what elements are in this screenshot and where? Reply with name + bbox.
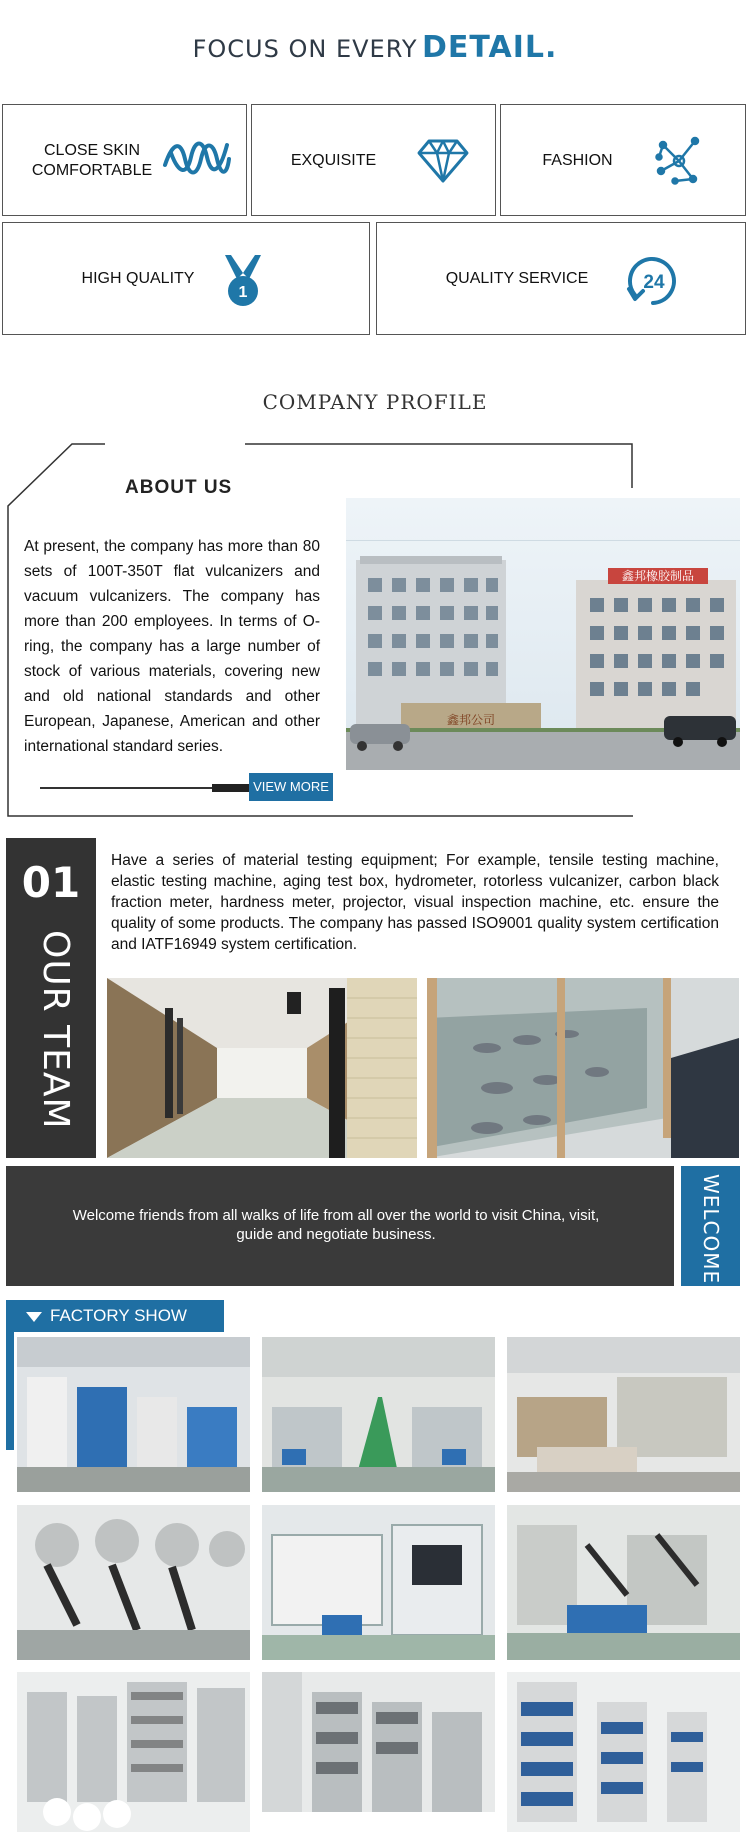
feature-label: QUALITY SERVICE: [445, 270, 589, 287]
24h-icon: [625, 253, 681, 309]
factory-photo: [507, 1672, 740, 1832]
feature-fashion: [500, 104, 746, 216]
factory-photo: [262, 1505, 495, 1660]
feature-close-skin: [2, 104, 247, 216]
feature-high-quality: [2, 222, 370, 335]
factory-photo: [262, 1672, 495, 1832]
team-sidebar: [6, 838, 96, 1158]
medal-icon: [221, 253, 265, 309]
headline-prefix: FOCUS ON EVERY: [192, 35, 418, 63]
factory-photo: [17, 1672, 250, 1832]
team-number: 01: [21, 858, 81, 907]
headline-emphasis: DETAIL.: [421, 30, 558, 65]
factory-show-title: FACTORY SHOW: [50, 1306, 187, 1325]
company-profile-title: COMPANY PROFILE: [262, 390, 488, 414]
team-text: Have a series of material testing equipment; For example, tensile testing machine, elastic testing machine, aging test box, hydrometer, rotorless vulcanizer, carbon black fraction meter, hardness meter, projector, visual inspection machine, etc. ensure the quality of some products. The company has passed ISO9001 quality system certification and IATF16949 system certification.: [111, 852, 719, 953]
welcome-banner: [6, 1166, 674, 1286]
welcome-side: [681, 1166, 740, 1286]
triangle-down-icon: [26, 1312, 42, 1322]
feature-label: EXQUISITE: [290, 152, 377, 169]
factory-photo: [17, 1505, 250, 1660]
factory-photo: [17, 1337, 250, 1492]
factory-photo: [507, 1505, 740, 1660]
svg-text:24: 24: [643, 272, 665, 293]
about-us-title: ABOUT US: [125, 477, 233, 498]
welcome-text: Welcome friends from all walks of life from all over the world to visit China, visit, guide and negotiate business.: [72, 1207, 600, 1243]
feature-exquisite: [251, 104, 496, 216]
diamond-icon: [417, 137, 469, 185]
feature-label: FASHION: [542, 152, 613, 169]
company-building-photo: [346, 498, 740, 790]
factory-photo: [507, 1337, 740, 1492]
svg-text:1: 1: [238, 284, 248, 301]
team-label: OUR TEAM: [35, 930, 76, 1130]
wave-icon: [161, 135, 233, 183]
feature-label: HIGH QUALITY: [81, 270, 195, 287]
lab-cabinet-photo: [427, 978, 739, 1158]
view-more-button[interactable]: VIEW MORE: [249, 773, 333, 801]
factory-photo: [262, 1337, 495, 1492]
building-sign: 鑫邦橡胶制品: [621, 569, 695, 583]
about-us-text: At present, the company has more than 80 sets of 100T-350T flat vulcanizers and vacuum vulcanizers. The company has more than 200 employees. In terms of O-ring, the company has a large number of stock of various materials, covering new and old national standards and other European, Japanese, American and other international standard series.: [24, 538, 320, 755]
factory-show-tab: [6, 1300, 224, 1332]
gate-sign: 鑫邦公司: [446, 713, 496, 727]
feature-quality-service: [376, 222, 746, 335]
network-icon: [653, 135, 705, 187]
feature-label: CLOSE SKIN COMFORTABLE: [31, 142, 153, 179]
welcome-side-label: WELCOME: [699, 1174, 723, 1285]
headline: [0, 30, 750, 65]
hallway-photo: [107, 978, 417, 1158]
factory-accent-bar: [6, 1330, 14, 1450]
